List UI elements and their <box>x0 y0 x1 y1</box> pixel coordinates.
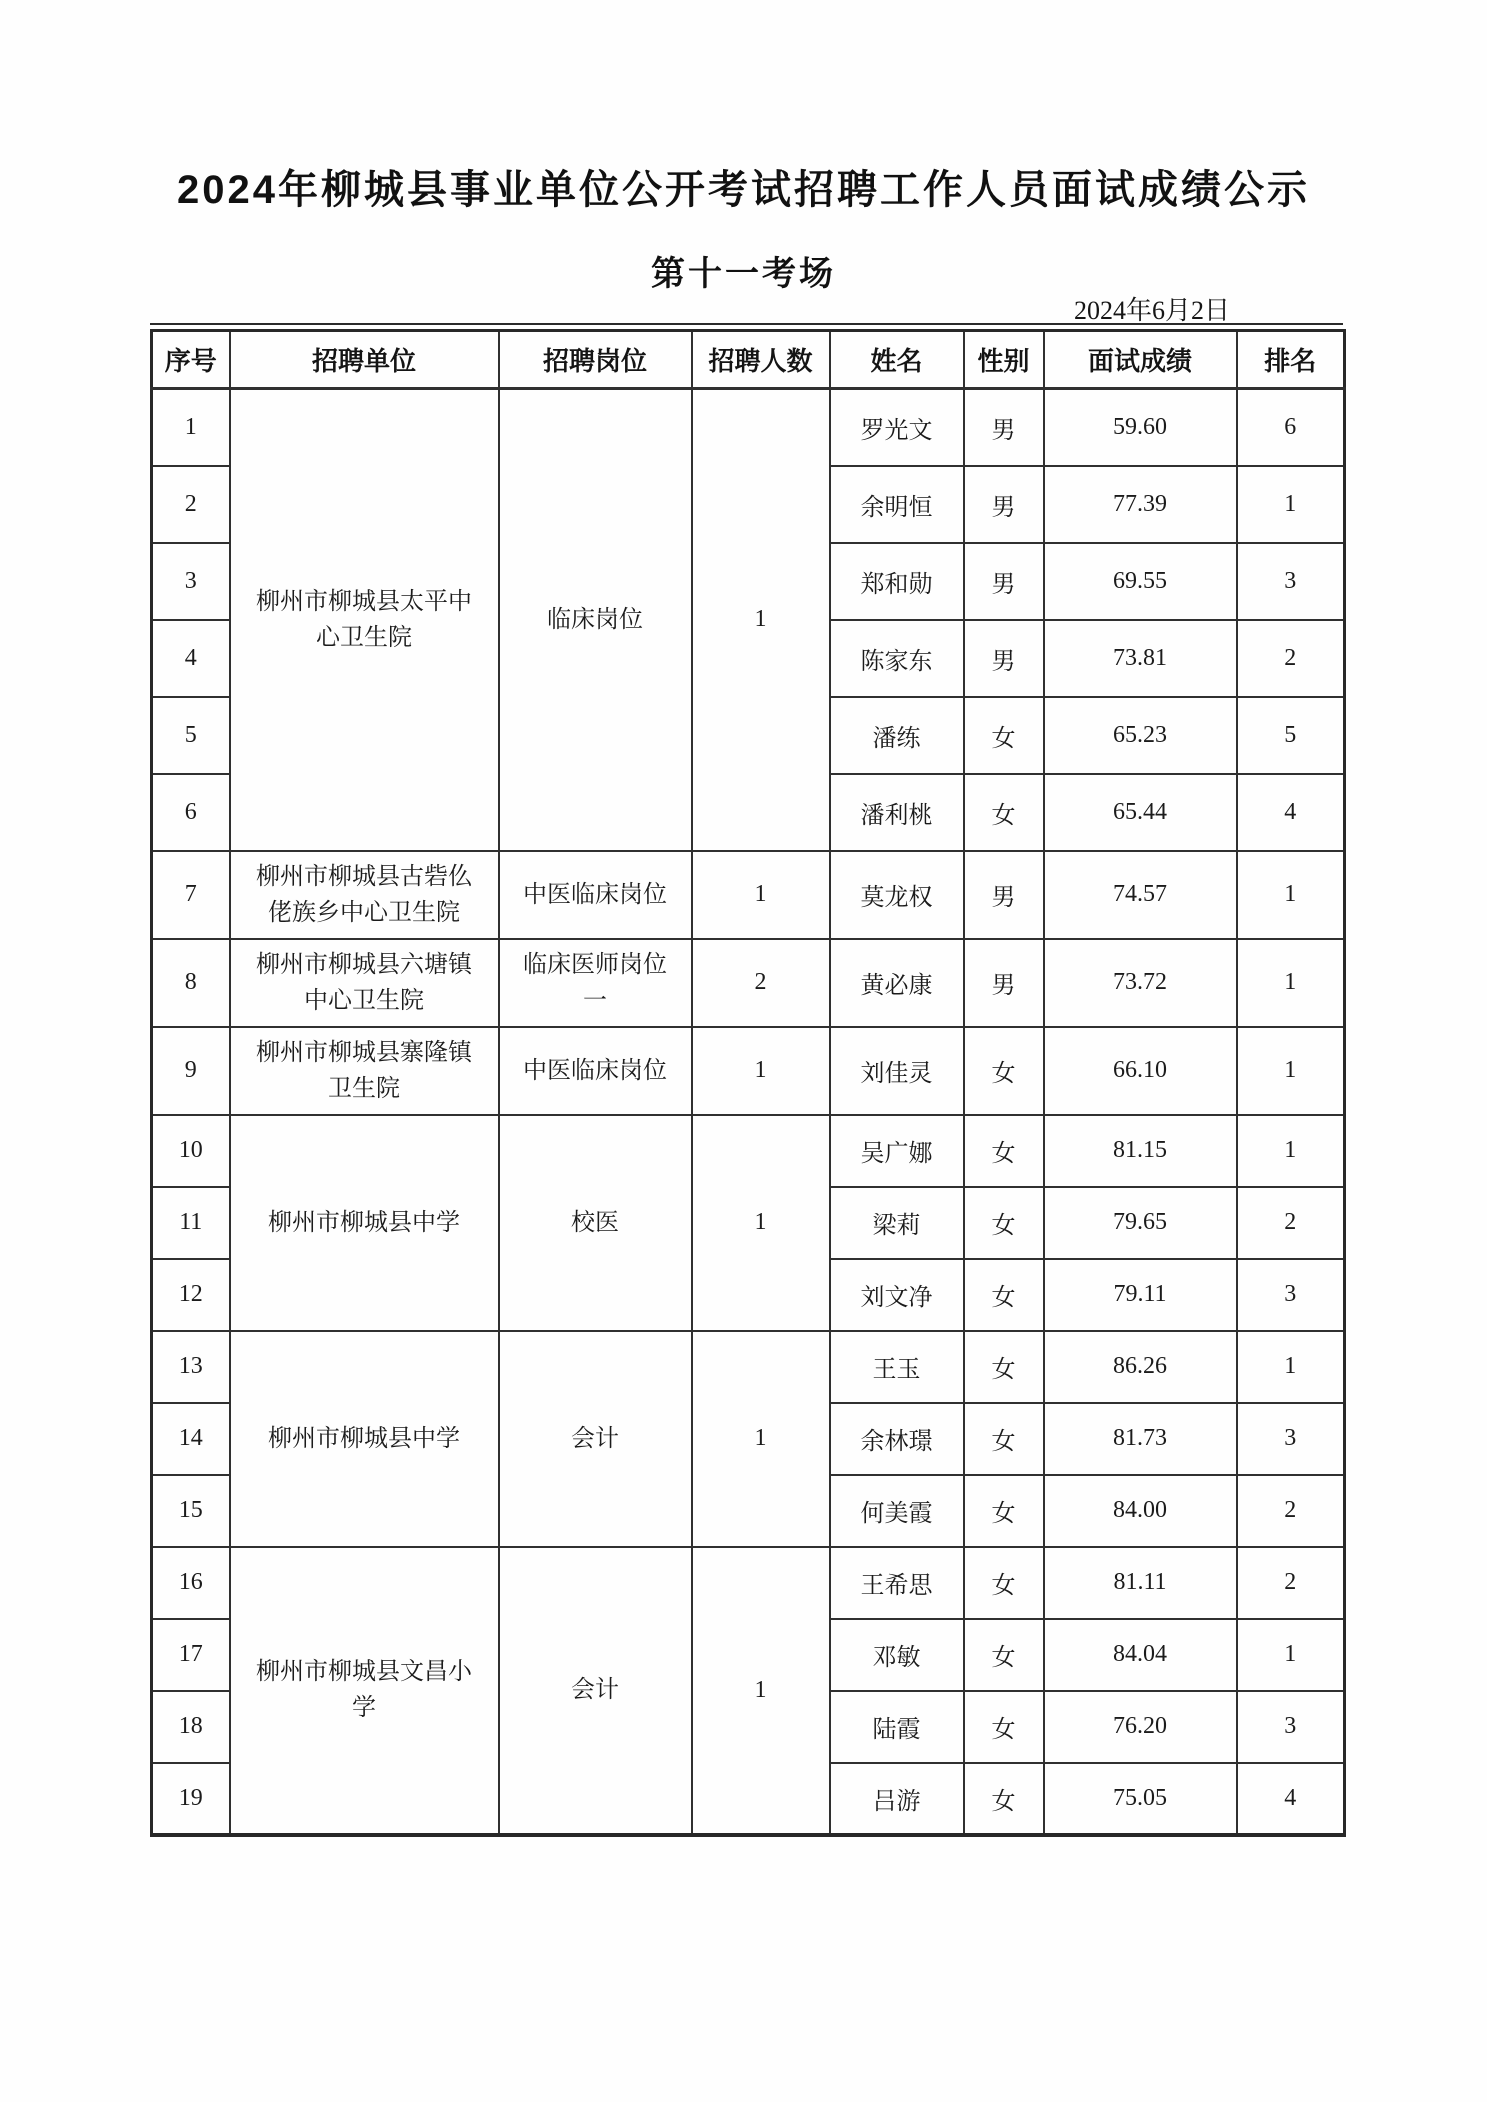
cell-name: 莫龙权 <box>830 851 964 939</box>
cell-gender: 女 <box>964 1331 1044 1403</box>
cell-position <box>499 1027 692 1115</box>
cell-serial-number: 13 <box>152 1331 230 1403</box>
col-header-position: 招聘岗位 <box>499 331 692 389</box>
cell-score: 76.20 <box>1044 1691 1237 1763</box>
cell-name: 罗光文 <box>830 389 964 466</box>
cell-gender: 女 <box>964 1547 1044 1619</box>
cell-gender: 男 <box>964 389 1044 466</box>
cell-serial-number: 11 <box>152 1187 230 1259</box>
cell-rank: 4 <box>1237 1763 1345 1835</box>
cell-score: 81.15 <box>1044 1115 1237 1187</box>
cell-name: 潘利桃 <box>830 774 964 851</box>
cell-recruiting-unit-text: 柳州市柳城县太平中心卫生院 <box>256 588 472 651</box>
cell-recruiting-unit-text: 柳州市柳城县古砦仫佬族乡中心卫生院 <box>256 863 472 926</box>
cell-rank: 3 <box>1237 1403 1345 1475</box>
cell-name: 黄必康 <box>830 939 964 1027</box>
cell-name: 何美霞 <box>830 1475 964 1547</box>
cell-score: 66.10 <box>1044 1027 1237 1115</box>
cell-gender: 男 <box>964 620 1044 697</box>
cell-gender: 女 <box>964 1027 1044 1115</box>
cell-recruiting-unit-text: 柳州市柳城县中学 <box>268 1425 460 1452</box>
cell-serial-number: 5 <box>152 697 230 774</box>
table-row <box>152 939 1345 1027</box>
col-header-unit: 招聘单位 <box>230 331 499 389</box>
cell-name: 王玉 <box>830 1331 964 1403</box>
cell-recruiting-unit-text: 柳州市柳城县文昌小学 <box>256 1659 472 1721</box>
cell-serial-number: 12 <box>152 1259 230 1331</box>
cell-recruiting-unit <box>230 1331 499 1547</box>
cell-serial-number: 14 <box>152 1403 230 1475</box>
cell-rank: 6 <box>1237 389 1345 466</box>
col-header-count: 招聘人数 <box>692 331 830 389</box>
cell-score: 74.57 <box>1044 851 1237 939</box>
cell-score: 77.39 <box>1044 466 1237 543</box>
table-row <box>152 1547 1345 1619</box>
cell-gender: 女 <box>964 1115 1044 1187</box>
cell-serial-number: 2 <box>152 466 230 543</box>
cell-serial-number: 6 <box>152 774 230 851</box>
cell-score: 65.23 <box>1044 697 1237 774</box>
cell-recruiting-unit <box>230 389 499 851</box>
table-row <box>152 389 1345 466</box>
cell-rank: 4 <box>1237 774 1345 851</box>
col-header-gender: 性别 <box>964 331 1044 389</box>
scores-table-wrap <box>150 323 1343 1837</box>
cell-score: 75.05 <box>1044 1763 1237 1835</box>
table-row <box>152 851 1345 939</box>
cell-gender: 女 <box>964 774 1044 851</box>
col-header-serial: 序号 <box>152 331 230 389</box>
cell-position <box>499 939 692 1027</box>
cell-serial-number: 8 <box>152 939 230 1027</box>
cell-gender: 女 <box>964 1259 1044 1331</box>
cell-gender: 女 <box>964 1763 1044 1835</box>
cell-serial-number: 15 <box>152 1475 230 1547</box>
cell-name: 余林璟 <box>830 1403 964 1475</box>
cell-score: 59.60 <box>1044 389 1237 466</box>
table-row <box>152 1331 1345 1403</box>
document-date: 2024年6月2日 <box>1073 296 1230 325</box>
cell-position-text: 临床岗位 <box>547 606 643 633</box>
cell-rank: 2 <box>1237 1475 1345 1547</box>
cell-position <box>499 1115 692 1331</box>
cell-score: 81.11 <box>1044 1547 1237 1619</box>
cell-recruit-count: 1 <box>692 851 830 939</box>
cell-gender: 男 <box>964 466 1044 543</box>
cell-recruit-count: 2 <box>692 939 830 1027</box>
cell-rank: 3 <box>1237 1691 1345 1763</box>
cell-serial-number: 10 <box>152 1115 230 1187</box>
cell-name: 王希思 <box>830 1547 964 1619</box>
cell-recruit-count: 1 <box>692 1027 830 1115</box>
cell-gender: 女 <box>964 1475 1044 1547</box>
cell-rank: 1 <box>1237 939 1345 1027</box>
cell-recruiting-unit <box>230 851 499 939</box>
cell-name: 余明恒 <box>830 466 964 543</box>
cell-gender: 女 <box>964 1691 1044 1763</box>
cell-score: 73.72 <box>1044 939 1237 1027</box>
cell-rank: 1 <box>1237 1619 1345 1691</box>
cell-recruit-count: 1 <box>692 1547 830 1835</box>
col-header-score: 面试成绩 <box>1044 331 1237 389</box>
scores-table <box>150 329 1346 1837</box>
cell-rank: 2 <box>1237 1547 1345 1619</box>
cell-score: 86.26 <box>1044 1331 1237 1403</box>
cell-position-text: 临床医师岗位一 <box>523 951 667 1014</box>
table-row <box>152 1115 1345 1187</box>
cell-gender: 男 <box>964 543 1044 620</box>
cell-name: 吕游 <box>830 1763 964 1835</box>
cell-score: 81.73 <box>1044 1403 1237 1475</box>
cell-position-text: 校医 <box>571 1209 619 1236</box>
cell-name: 潘练 <box>830 697 964 774</box>
cell-score: 79.65 <box>1044 1187 1237 1259</box>
cell-recruiting-unit <box>230 1027 499 1115</box>
cell-rank: 1 <box>1237 1115 1345 1187</box>
cell-position <box>499 1547 692 1835</box>
table-header-row <box>152 331 1345 389</box>
cell-score: 84.00 <box>1044 1475 1237 1547</box>
cell-rank: 1 <box>1237 1331 1345 1403</box>
cell-name: 郑和勋 <box>830 543 964 620</box>
cell-gender: 女 <box>964 1187 1044 1259</box>
cell-score: 73.81 <box>1044 620 1237 697</box>
cell-name: 邓敏 <box>830 1619 964 1691</box>
cell-rank: 3 <box>1237 1259 1345 1331</box>
cell-recruiting-unit <box>230 1547 499 1835</box>
cell-recruiting-unit-text: 柳州市柳城县六塘镇中心卫生院 <box>256 951 472 1014</box>
cell-rank: 1 <box>1237 1027 1345 1115</box>
cell-rank: 3 <box>1237 543 1345 620</box>
cell-score: 69.55 <box>1044 543 1237 620</box>
cell-score: 84.04 <box>1044 1619 1237 1691</box>
cell-serial-number: 4 <box>152 620 230 697</box>
cell-serial-number: 16 <box>152 1547 230 1619</box>
cell-rank: 2 <box>1237 1187 1345 1259</box>
cell-position-text: 中医临床岗位 <box>523 1057 667 1084</box>
col-header-rank: 排名 <box>1237 331 1345 389</box>
cell-rank: 1 <box>1237 466 1345 543</box>
cell-score: 65.44 <box>1044 774 1237 851</box>
cell-name: 刘文净 <box>830 1259 964 1331</box>
cell-rank: 5 <box>1237 697 1345 774</box>
cell-position-text: 会计 <box>571 1425 619 1452</box>
cell-name: 陆霞 <box>830 1691 964 1763</box>
cell-serial-number: 1 <box>152 389 230 466</box>
cell-recruiting-unit <box>230 1115 499 1331</box>
table-row <box>152 1027 1345 1115</box>
cell-name: 刘佳灵 <box>830 1027 964 1115</box>
page-title: 2024年柳城县事业单位公开考试招聘工作人员面试成绩公示 <box>177 168 1310 212</box>
col-header-name: 姓名 <box>830 331 964 389</box>
cell-serial-number: 3 <box>152 543 230 620</box>
cell-position-text: 中医临床岗位 <box>523 881 667 908</box>
cell-gender: 男 <box>964 939 1044 1027</box>
cell-position <box>499 389 692 851</box>
cell-recruit-count: 1 <box>692 1331 830 1547</box>
cell-gender: 女 <box>964 1403 1044 1475</box>
cell-name: 吴广娜 <box>830 1115 964 1187</box>
cell-serial-number: 17 <box>152 1619 230 1691</box>
cell-position <box>499 851 692 939</box>
cell-name: 陈家东 <box>830 620 964 697</box>
cell-recruit-count: 1 <box>692 1115 830 1331</box>
cell-rank: 2 <box>1237 620 1345 697</box>
cell-gender: 女 <box>964 1619 1044 1691</box>
cell-position-text: 会计 <box>571 1677 619 1703</box>
cell-serial-number: 7 <box>152 851 230 939</box>
cell-position <box>499 1331 692 1547</box>
cell-serial-number: 19 <box>152 1763 230 1835</box>
cell-serial-number: 9 <box>152 1027 230 1115</box>
cell-recruiting-unit <box>230 939 499 1027</box>
cell-recruiting-unit-text: 柳州市柳城县寨隆镇卫生院 <box>256 1039 472 1102</box>
cell-rank: 1 <box>1237 851 1345 939</box>
page-subtitle: 第十一考场 <box>651 255 836 293</box>
cell-gender: 男 <box>964 851 1044 939</box>
cell-recruiting-unit-text: 柳州市柳城县中学 <box>268 1209 460 1236</box>
cell-name: 梁莉 <box>830 1187 964 1259</box>
cell-score: 79.11 <box>1044 1259 1237 1331</box>
cell-recruit-count: 1 <box>692 389 830 851</box>
cell-gender: 女 <box>964 697 1044 774</box>
cell-serial-number: 18 <box>152 1691 230 1763</box>
